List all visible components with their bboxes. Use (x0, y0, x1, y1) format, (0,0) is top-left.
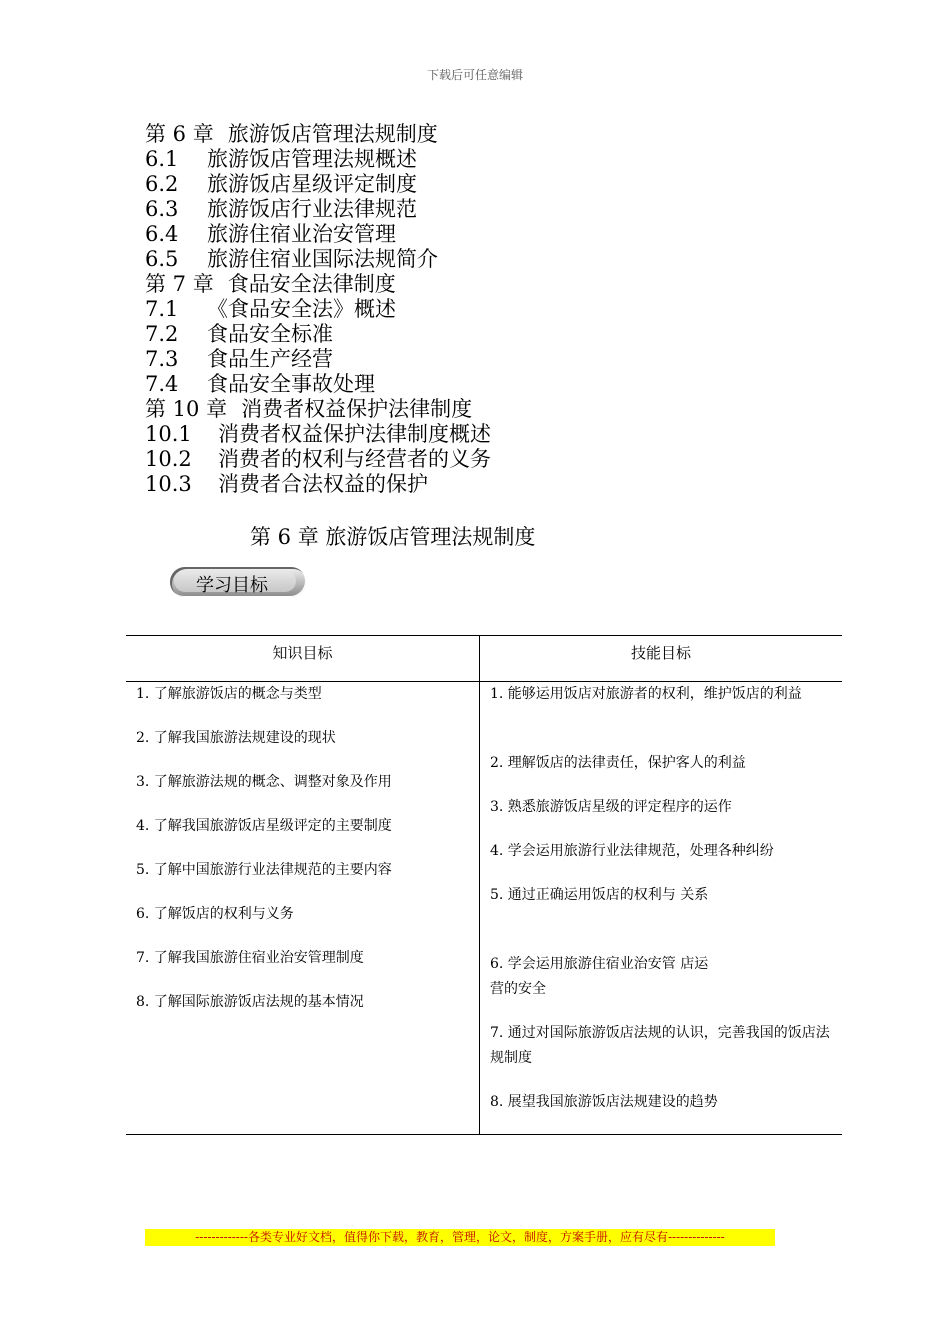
toc-number: 6.4 (145, 222, 179, 246)
toc-title: 食品安全标准 (207, 322, 333, 346)
toc-entry (145, 147, 491, 172)
objectives-table (126, 635, 842, 1135)
toc-entry (145, 197, 491, 222)
page-header: 下载后可任意编辑 (426, 68, 523, 82)
footer-banner: -------------各类专业好文档，值得你下载，教育，管理，论文，制度，方案手册，应有尽有-------------- (145, 1229, 775, 1246)
toc-entry (145, 322, 491, 347)
toc-entry (145, 222, 491, 247)
list-item: 4. 学会运用旅游行业法律规范，处理各种纠纷 (490, 843, 774, 859)
toc-title: 旅游住宿业国际法规简介 (207, 247, 438, 271)
toc-title: 《食品安全法》概述 (207, 297, 396, 321)
toc-number: 6.2 (145, 172, 179, 196)
toc-entry (145, 247, 491, 272)
toc-title: 旅游饭店行业法律规范 (207, 197, 417, 221)
column-divider (479, 636, 480, 1134)
chapter-title: 第 6 章 旅游饭店管理法规制度 (250, 525, 536, 549)
toc-number: 6.3 (145, 197, 179, 221)
table-of-contents (145, 122, 491, 497)
toc-title: 旅游饭店管理法规制度 (227, 122, 438, 146)
toc-entry (145, 422, 491, 447)
skill-objectives-header: 技能目标 (630, 644, 691, 662)
toc-title: 消费者合法权益的保护 (218, 472, 428, 496)
toc-number: 7.2 (145, 322, 179, 346)
toc-title: 旅游饭店星级评定制度 (207, 172, 417, 196)
toc-number: 7.4 (145, 372, 179, 396)
list-item: 2. 理解饭店的法律责任，保护客人的利益 (490, 755, 746, 771)
toc-entry (145, 372, 491, 397)
list-item: 4. 了解我国旅游饭店星级评定的主要制度 (136, 818, 392, 834)
toc-number: 6.1 (145, 147, 179, 171)
toc-number: 7.3 (145, 347, 179, 371)
list-item: 7. 通过对国际旅游饭店法规的认识，完善我国的饭店法规制度 (490, 1025, 830, 1066)
toc-number: 第 7 章 (145, 272, 214, 296)
toc-number: 第 10 章 (145, 397, 228, 421)
toc-number: 10.1 (145, 422, 192, 446)
toc-title: 食品安全事故处理 (207, 372, 375, 396)
toc-entry (145, 272, 491, 297)
list-item: 3. 了解旅游法规的概念、调整对象及作用 (136, 774, 392, 790)
list-item: 3. 熟悉旅游饭店星级的评定程序的运作 (490, 799, 732, 815)
toc-number: 6.5 (145, 247, 179, 271)
toc-title: 消费者权益保护法律制度 (241, 397, 473, 421)
list-item: 6. 了解饭店的权利与义务 (136, 906, 294, 922)
toc-number: 第 6 章 (145, 122, 214, 146)
toc-entry (145, 172, 491, 197)
list-item: 1. 了解旅游饭店的概念与类型 (136, 686, 322, 702)
list-item: 6. 学会运用旅游住宿业治安管 店运营的安全 (490, 956, 709, 997)
list-item: 7. 了解我国旅游住宿业治安管理制度 (136, 950, 364, 966)
toc-entry (145, 397, 491, 422)
toc-title: 旅游住宿业治安管理 (207, 222, 396, 246)
toc-title: 旅游饭店管理法规概述 (207, 147, 417, 171)
toc-title: 食品生产经营 (207, 347, 333, 371)
toc-title: 消费者权益保护法律制度概述 (218, 422, 491, 446)
list-item: 5. 通过正确运用饭店的权利与 关系 (490, 887, 709, 903)
toc-entry (145, 297, 491, 322)
learning-objectives-banner (170, 567, 306, 597)
toc-title: 食品安全法律制度 (227, 272, 396, 296)
toc-entry (145, 472, 491, 497)
list-item: 8. 了解国际旅游饭店法规的基本情况 (136, 994, 364, 1010)
toc-entry (145, 447, 491, 472)
toc-entry (145, 122, 491, 147)
toc-title: 消费者的权利与经营者的义务 (218, 447, 491, 471)
toc-number: 7.1 (145, 297, 179, 321)
list-item: 2. 了解我国旅游法规建设的现状 (136, 730, 336, 746)
list-item: 5. 了解中国旅游行业法律规范的主要内容 (136, 862, 392, 878)
toc-entry (145, 347, 491, 372)
list-item: 8. 展望我国旅游饭店法规建设的趋势 (490, 1094, 718, 1110)
list-item: 1. 能够运用饭店对旅游者的权利，维护饭店的利益 (490, 686, 802, 702)
knowledge-objectives-header: 知识目标 (272, 644, 333, 662)
banner-label: 学习目标 (196, 575, 268, 596)
toc-number: 10.3 (145, 472, 192, 496)
toc-number: 10.2 (145, 447, 192, 471)
